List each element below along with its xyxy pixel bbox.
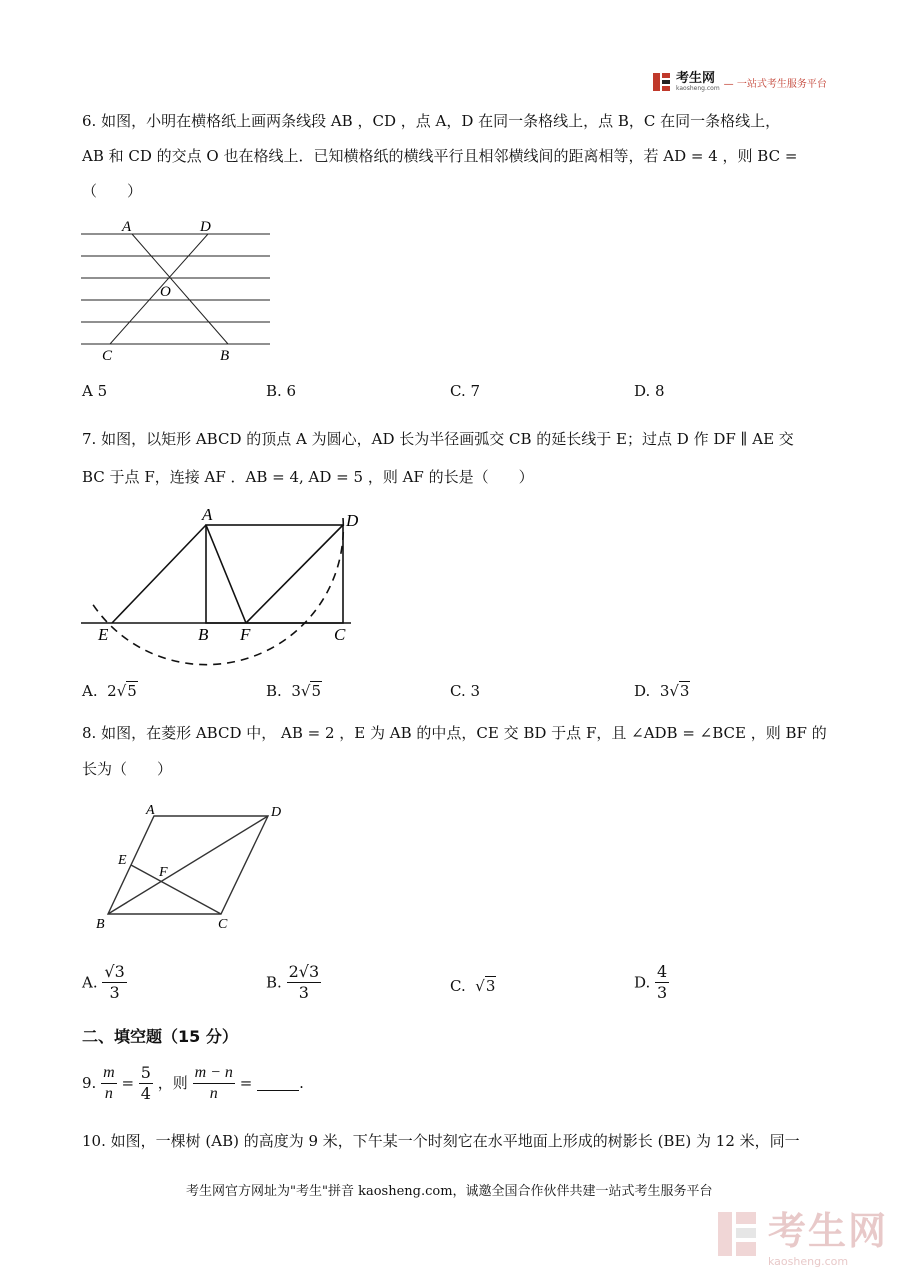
numerator: √3 (104, 962, 125, 981)
q8-option-a (82, 962, 127, 1003)
numerator: m (101, 1063, 117, 1084)
option-label: C. (450, 682, 466, 700)
q9 (82, 1060, 304, 1105)
section-heading: 二、填空题（15 分） (82, 1027, 238, 1046)
option-label: A. (82, 682, 98, 700)
q8-line1: 8. 如图，在菱形 ABCD 中， AB = 2 ，E 为 AB 的中点，CE 交 BD 于点 F，且 ∠ADB = ∠BCE ，则 BF 的 (82, 724, 827, 742)
label-b: B (96, 917, 105, 932)
q6-option-a: A 5 (82, 382, 108, 400)
q6-line1: 6. 如图，小明在横格纸上画两条线段 AB ，CD ，点 A，D 在同一条格线上，点 B，C 在同一条格线上， (82, 112, 781, 130)
watermark-logo-icon (716, 1210, 760, 1258)
q7-option-b (266, 680, 322, 702)
q6-option-d: D. 8 (634, 382, 665, 400)
label-e: E (98, 625, 109, 644)
fraction-5-4 (139, 1063, 153, 1104)
numerator: 5 (140, 1062, 151, 1082)
q6-line3: （ ） (82, 182, 143, 200)
watermark (716, 1200, 888, 1268)
label-c: C (102, 348, 113, 364)
label-d: D (346, 511, 359, 530)
q8-figure (90, 800, 300, 940)
q7-option-c (450, 680, 480, 702)
segment-df (246, 525, 343, 623)
denominator: n (104, 1084, 113, 1102)
radicand: 3 (114, 962, 125, 981)
sqrt: √3 (669, 682, 690, 700)
q6-line2: AB 和 CD 的交点 O 也在格线上．已知横格纸的横线平行且相邻横线间的距离相等，若 AD = 4 ，则 BC = (82, 147, 798, 165)
option-value: 3 (470, 682, 481, 700)
option-label: D. (634, 682, 651, 700)
q9-number: 9. (82, 1074, 97, 1092)
watermark-url: kaosheng.com (768, 1255, 849, 1268)
numerator: 2√3 (288, 962, 320, 981)
radicand: 3 (679, 682, 690, 700)
numerator: 4 (657, 962, 668, 981)
slogan-text: 一站式考生服务平台 (736, 78, 827, 90)
segment-ae (112, 525, 206, 623)
q7-option-d (634, 680, 690, 702)
connector: ，则 (157, 1074, 188, 1092)
denominator: 3 (298, 983, 309, 1002)
q8-line2: 长为（ ） (82, 760, 173, 778)
option-label: A. (82, 973, 98, 992)
label-o: O (160, 284, 171, 300)
q6-option-c: C. 7 (450, 382, 481, 400)
denominator: 3 (109, 983, 120, 1002)
label-f: F (159, 865, 168, 880)
label-b: B (198, 625, 209, 644)
equals: = (239, 1074, 253, 1092)
q7-line2: BC 于点 F，连接 AF ．AB = 4, AD = 5 ，则 AF 的长是（ ） (82, 468, 534, 486)
option-coef: 3 (659, 682, 670, 700)
q8-option-d (634, 962, 669, 1003)
radicand: 3 (308, 962, 320, 981)
label-a: A (146, 803, 155, 818)
equals: = (121, 1074, 135, 1092)
q7-line1: 7. 如图，以矩形 ABCD 的顶点 A 为圆心，AD 长为半径画弧交 CB 的延长线于 E；过点 D 作 DF ∥ AE 交 (82, 430, 794, 448)
denominator: n (209, 1084, 218, 1102)
fraction-target (193, 1063, 235, 1104)
q7-option-a (82, 680, 138, 702)
label-f: F (240, 625, 251, 644)
q10-line1: 10. 如图，一棵树 (AB) 的高度为 9 米，下午某一个时刻它在水平地面上形成的树影长 (BE) 为 12 米，同一 (82, 1132, 800, 1150)
q7-figure (76, 500, 366, 670)
sqrt: √3 (475, 977, 496, 995)
radicand: 5 (311, 682, 321, 700)
segment-af (206, 525, 246, 623)
numerator: m − n (193, 1063, 235, 1084)
denominator: 3 (657, 983, 668, 1002)
fraction (655, 962, 669, 1003)
header-logo (652, 72, 827, 92)
arc-de (90, 518, 343, 665)
option-label: C. (450, 977, 466, 995)
q8-option-b (266, 962, 321, 1003)
coef: 2 (288, 962, 299, 981)
q6-option-b: B. 6 (266, 382, 297, 400)
option-coef: 2 (107, 682, 117, 700)
radicand: 3 (485, 977, 496, 995)
option-label: B. (266, 682, 282, 700)
label-e: E (118, 853, 127, 868)
segment-cd (110, 234, 208, 344)
logo-name: 考生网 (676, 71, 716, 86)
option-label: D. (634, 973, 651, 992)
label-c: C (218, 917, 228, 932)
fraction (287, 962, 322, 1003)
label-a: A (202, 505, 213, 524)
sqrt: √5 (116, 682, 137, 700)
watermark-name: 考生网 (768, 1209, 889, 1253)
q8-option-c (450, 975, 496, 997)
fraction-m-n (101, 1063, 117, 1104)
label-c: C (334, 625, 346, 644)
kaosheng-logo-icon (652, 72, 672, 92)
denominator: 4 (140, 1083, 151, 1103)
logo-slogan: — 一站式考生服务平台 (723, 78, 827, 90)
label-d: D (271, 805, 282, 820)
sqrt: √5 (300, 682, 321, 700)
label-d: D (200, 219, 211, 235)
footer-text: 考生网官方网址为"考生"拼音 kaosheng.com，诚邀全国合作伙伴共建一站式考生服务平台 (186, 1184, 713, 1199)
label-a: A (122, 219, 132, 235)
answer-blank[interactable] (257, 1076, 299, 1091)
q6-figure (76, 212, 276, 364)
segment-ab (132, 234, 228, 344)
logo-url: kaosheng.com (676, 85, 720, 92)
fraction (102, 962, 126, 1003)
label-b: B (220, 348, 230, 364)
option-coef: 3 (291, 682, 301, 700)
period: . (299, 1074, 304, 1092)
option-label: B. (266, 973, 282, 992)
radicand: 5 (127, 682, 137, 700)
